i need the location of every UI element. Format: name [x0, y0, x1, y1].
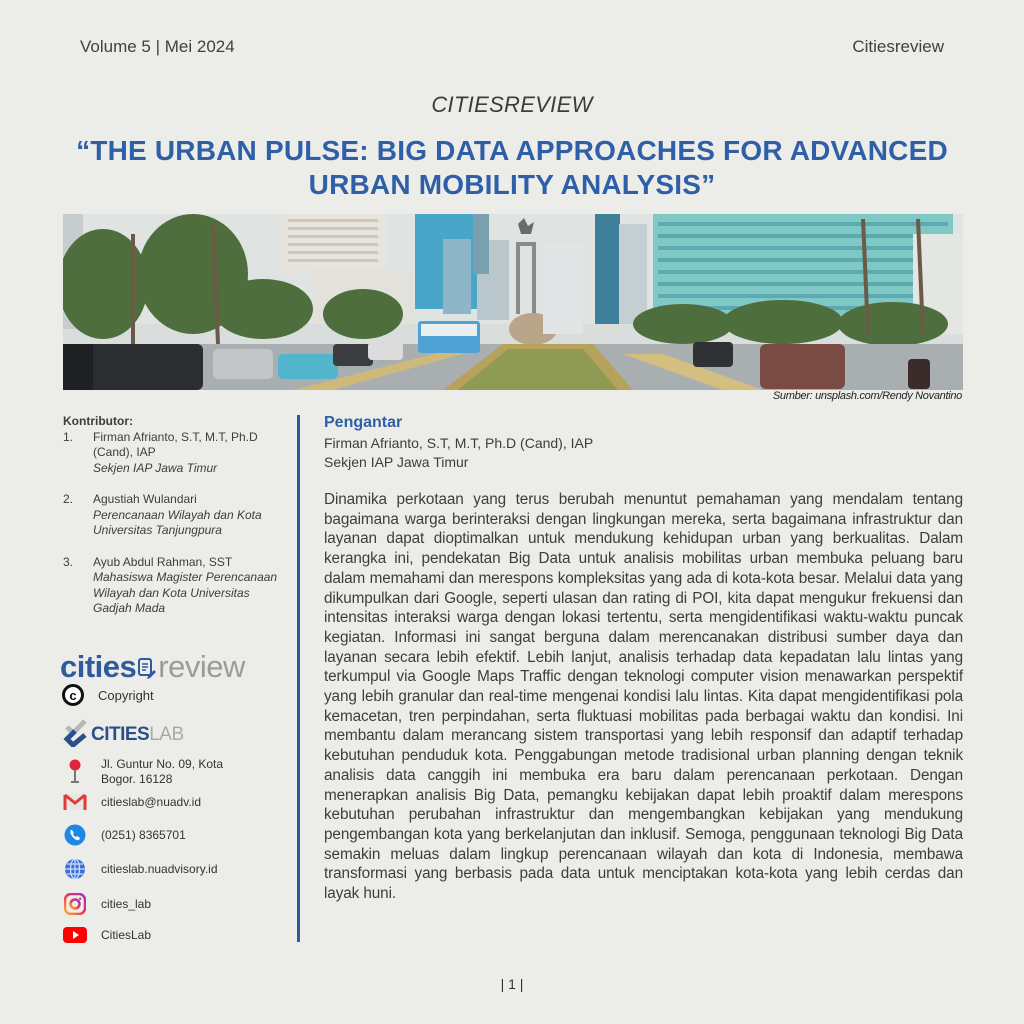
author-role: Sekjen IAP Jawa Timur	[324, 454, 469, 470]
contributor-role: Perencanaan Wilayah dan Kota Universitas Tanjungpura	[93, 507, 262, 537]
volume-label: Volume 5 | Mei 2024	[80, 37, 235, 56]
publication-name: Citiesreview	[852, 37, 944, 56]
contributor-number: 2.	[63, 492, 74, 506]
contributor-role: Mahasiswa Magister Perencanaan Wilayah dan Kota Universitas Gadjah Mada	[93, 570, 278, 615]
hero-photo	[63, 214, 963, 390]
gmail-icon	[63, 790, 87, 814]
instagram-handle[interactable]: cities_lab	[101, 897, 152, 911]
youtube-icon	[63, 923, 87, 947]
section-heading: Pengantar	[324, 414, 403, 431]
contributor-item	[63, 555, 288, 617]
phone-row	[63, 823, 186, 847]
citieslab-logo	[63, 717, 184, 752]
contributor-number: 1.	[63, 429, 74, 444]
instagram-row	[63, 892, 151, 916]
youtube-channel[interactable]: CitiesLab	[101, 928, 152, 942]
copyright-icon: c	[62, 684, 84, 706]
citiesreview-logo	[60, 650, 245, 686]
author-name: Firman Afrianto, S.T, M.T, Ph.D (Cand), IAP	[324, 435, 594, 451]
article-title: “THE URBAN PULSE: BIG DATA APPROACHES FOR ADVANCED URBAN MOBILITY ANALYSIS”	[76, 135, 948, 200]
document-pen-icon	[137, 652, 157, 686]
contributor-name: Firman Afrianto, S.T, M.T, Ph.D (Cand), IAP	[93, 429, 258, 459]
contributors-title: Kontributor:	[63, 414, 133, 428]
contributor-item	[63, 492, 288, 539]
article-body: Dinamika perkotaan yang terus berubah menuntut pemahaman yang mendalam tentang bagaimana warga berinteraksi dengan lingkungan mereka, serta bagaimana infrastruktur dan layanan dapat dioptimalkan untuk mendukung kehidupan urban yang berkualitas. Dalam kerangka ini, pendekatan Big Data untuk analisis mobilitas urban membuka peluang baru dalam memahami dan merespons kompleksitas yang ada di kota-kota besar. Melalui data yang dikumpulkan dari Google, seperti ulasan dan rating di POI, kita dapat mengukur frekuensi dan intensitas interaksi warga dengan lokasi tertentu, serta mengidentifikasi waktu-waktu puncak kegiatan. Informasi ini sangat berguna dalam merencanakan distribusi sumber daya dan layanan secara lebih efektif. Lebih lanjut, analisis terhadap data kepadatan lalu lintas yang terkumpul via Google Maps Traffic dengan teknologi computer vision menawarkan perspektif yang lebih granular dan real-time mengenai kondisi lalu lintas. Kita dapat mengidentifikasi pola kemacetan, tren perpindahan, serta fluktuasi mobilitas pada berbagai waktu dan kondisi. Ini membantu dalam merancang sistem transportasi yang lebih responsif dan adaptif terhadap kebutuhan penduduk kota. Penggabungan metode tradisional urban planning dengan teknik analisis data canggih ini membuka era baru dalam perencanaan perkotaan. Dengan menerapkan analisis Big Data, pemangku kebijakan dapat lebih proaktif dalam merespons kebutuhan perubahan infrastruktur dan mengembangkan kebijakan yang mendukung pengembangan kota yang berkelanjutan dan inklusif. Semoga, penggunaan teknologi Big Data semakin meluas dalam lingkup perencanaan wilayah dan kota di Indonesia, membawa transformasi yang berbasis pada data untuk menciptakan kota-kota yang lebih cerdas dan layak huni.	[324, 491, 963, 903]
lab-logo-text-2: LAB	[149, 723, 184, 745]
column-divider	[297, 415, 300, 942]
author-block	[324, 434, 593, 472]
copyright-row	[62, 684, 154, 706]
contributor-name: Agustiah Wulandari	[93, 492, 197, 506]
contributor-role: Sekjen IAP Jawa Timur	[93, 460, 218, 475]
page-number: | 1 |	[500, 976, 524, 992]
logo-review-text: review	[158, 649, 245, 684]
copyright-label: Copyright	[98, 687, 154, 703]
photo-credit: Sumber: unsplash.com/Rendy Novantino	[772, 390, 962, 402]
contributor-number: 3.	[63, 554, 74, 569]
lab-logo-text-1: CITIES	[91, 723, 150, 745]
email-link[interactable]: citieslab@nuadv.id	[101, 795, 202, 809]
map-pin-icon	[63, 760, 87, 784]
website-link[interactable]: citieslab.nuadvisory.id	[101, 862, 218, 876]
instagram-icon	[63, 892, 87, 916]
address-text: Jl. Guntur No. 09, Kota Bogor. 16128	[101, 757, 224, 786]
email-row	[63, 790, 201, 814]
phone-icon	[63, 823, 87, 847]
address-row	[63, 757, 241, 787]
contributor-name: Ayub Abdul Rahman, SST	[93, 554, 233, 569]
contributor-item	[63, 430, 288, 477]
website-row	[63, 857, 218, 881]
youtube-row	[63, 923, 151, 947]
contributors-panel	[63, 414, 288, 617]
citieslab-chevron-icon	[63, 717, 89, 752]
phone-text[interactable]: (0251) 8365701	[101, 828, 186, 842]
globe-icon	[63, 857, 87, 881]
section-kicker: CITIESREVIEW	[431, 92, 593, 117]
logo-cities-text: cities	[60, 649, 137, 684]
